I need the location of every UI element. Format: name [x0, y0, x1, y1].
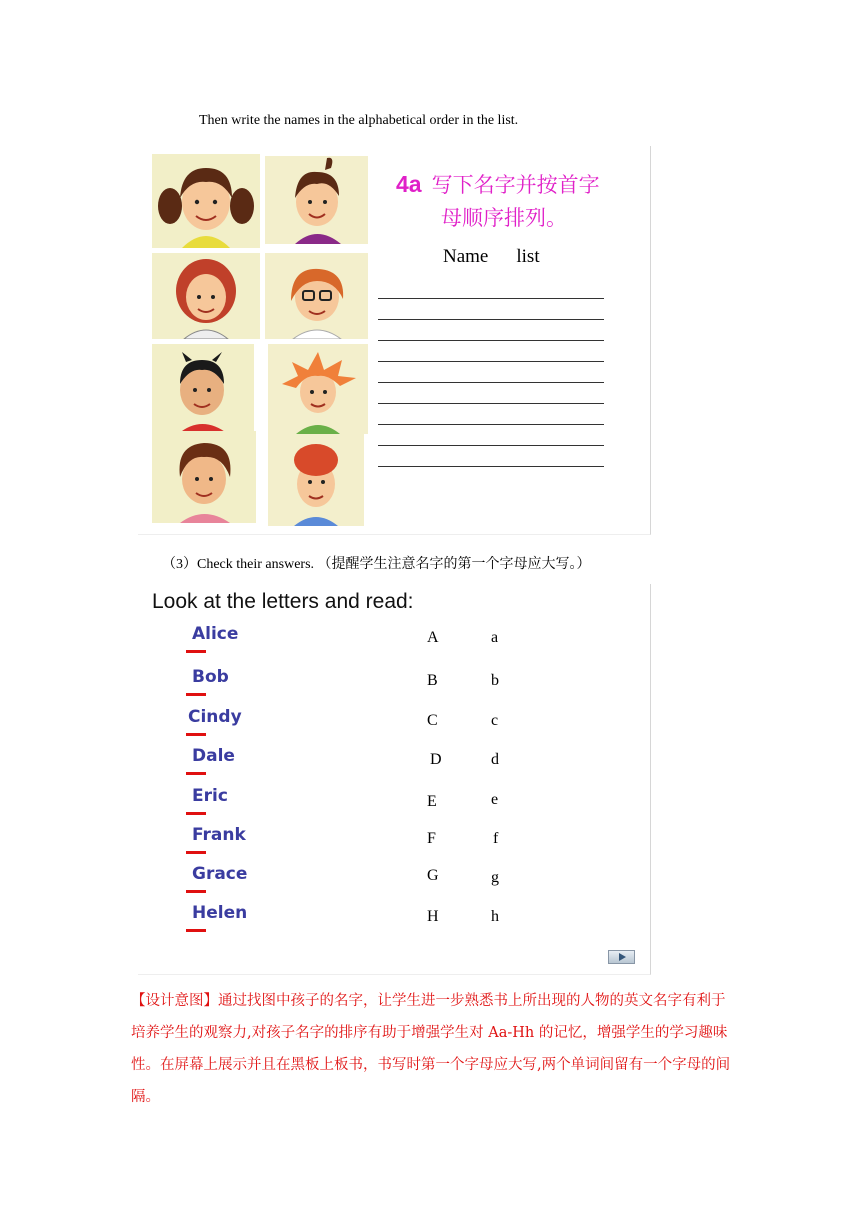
play-next-icon[interactable]: [608, 950, 635, 964]
letter-row: [138, 624, 618, 654]
girl-glasses-icon: [265, 253, 368, 339]
letter-row: [138, 903, 618, 933]
writing-line: [378, 466, 604, 467]
first-letter-underline: [186, 851, 206, 854]
first-letter-underline: [186, 772, 206, 775]
writing-line: [378, 403, 604, 404]
slide-letters: [138, 584, 651, 975]
child-name: Eric: [192, 786, 228, 806]
child-name: Grace: [192, 864, 248, 884]
girl-ponytail-icon: [265, 156, 368, 244]
uppercase-letter: G: [427, 867, 439, 884]
letter-row: [138, 864, 618, 894]
girl-pigtails-icon: [152, 154, 260, 248]
lowercase-letter: d: [491, 751, 499, 768]
lowercase-letter: h: [491, 908, 499, 925]
child-name: Bob: [192, 667, 229, 687]
lowercase-letter: b: [491, 672, 499, 689]
slide-4a: [138, 146, 651, 535]
first-letter-underline: [186, 650, 206, 653]
boy-black-hair-icon: [152, 344, 254, 434]
uppercase-letter: A: [427, 629, 439, 646]
child-name: Helen: [192, 903, 248, 923]
slide-4a-title: [396, 168, 600, 235]
letter-row: [138, 667, 618, 697]
boy-brown-hair-icon: [152, 431, 256, 523]
child-name: Dale: [192, 746, 235, 766]
child-portrait-1: [152, 154, 260, 248]
uppercase-letter: D: [430, 751, 442, 768]
title-line-1: 写下名字并按首字: [431, 173, 600, 197]
letter-row: [138, 707, 618, 737]
uppercase-letter: E: [427, 793, 437, 810]
letter-row: [138, 746, 618, 776]
child-portrait-7: [152, 431, 256, 523]
intro-text: Then write the names in the alphabetical order in the list.: [199, 113, 519, 128]
lowercase-letter: g: [491, 869, 499, 886]
child-name: Cindy: [188, 707, 242, 727]
first-letter-underline: [186, 890, 206, 893]
writing-line: [378, 319, 604, 320]
boy-red-curly-icon: [268, 434, 364, 526]
child-portrait-3: [152, 253, 260, 339]
name-list-heading: [443, 246, 540, 268]
uppercase-letter: C: [427, 712, 438, 729]
child-portrait-5: [152, 344, 254, 434]
first-letter-underline: [186, 733, 206, 736]
child-portrait-2: [265, 156, 368, 244]
writing-line: [378, 298, 604, 299]
lowercase-letter: c: [491, 712, 499, 729]
lowercase-letter: e: [491, 791, 499, 808]
child-name: Frank: [192, 825, 246, 845]
boy-orange-spiky-icon: [268, 344, 368, 434]
name-word: Name: [443, 246, 489, 267]
writing-line: [378, 445, 604, 446]
first-letter-underline: [186, 693, 206, 696]
child-portrait-6: [268, 344, 368, 434]
exercise-number: 4a: [396, 171, 422, 197]
child-portrait-8: [268, 434, 364, 526]
first-letter-underline: [186, 812, 206, 815]
first-letter-underline: [186, 929, 206, 932]
girl-curly-icon: [152, 253, 260, 339]
letter-row: [138, 786, 618, 816]
child-portrait-4: [265, 253, 368, 339]
slide-letters-title: Look at the letters and read:: [152, 590, 414, 613]
letter-row: [138, 825, 618, 855]
writing-line: [378, 424, 604, 425]
lowercase-letter: a: [491, 629, 499, 646]
uppercase-letter: H: [427, 908, 439, 925]
list-word: list: [516, 246, 540, 267]
title-line-2: 母顺序排列。: [441, 206, 567, 230]
child-name: Alice: [192, 624, 239, 644]
writing-line: [378, 340, 604, 341]
step-3-text: （3）Check their answers. （提醒学生注意名字的第一个字母应大写。）: [162, 557, 591, 572]
lowercase-letter: f: [493, 830, 499, 847]
design-intent-paragraph: 【设计意图】通过找图中孩子的名字，让学生进一步熟悉书上所出现的人物的英文名字有利于培养学生的观察力,对孩子名字的排序有助于增强学生对 Aa-Hh 的记忆，增强学生的学习趣味性。在屏幕上展示并且在黑板上板书，书写时第一个字母应大写,两个单词间留有一个字母的间隔。: [131, 993, 731, 1105]
writing-line: [378, 361, 604, 362]
uppercase-letter: B: [427, 672, 438, 689]
uppercase-letter: F: [427, 830, 436, 847]
writing-line: [378, 382, 604, 383]
